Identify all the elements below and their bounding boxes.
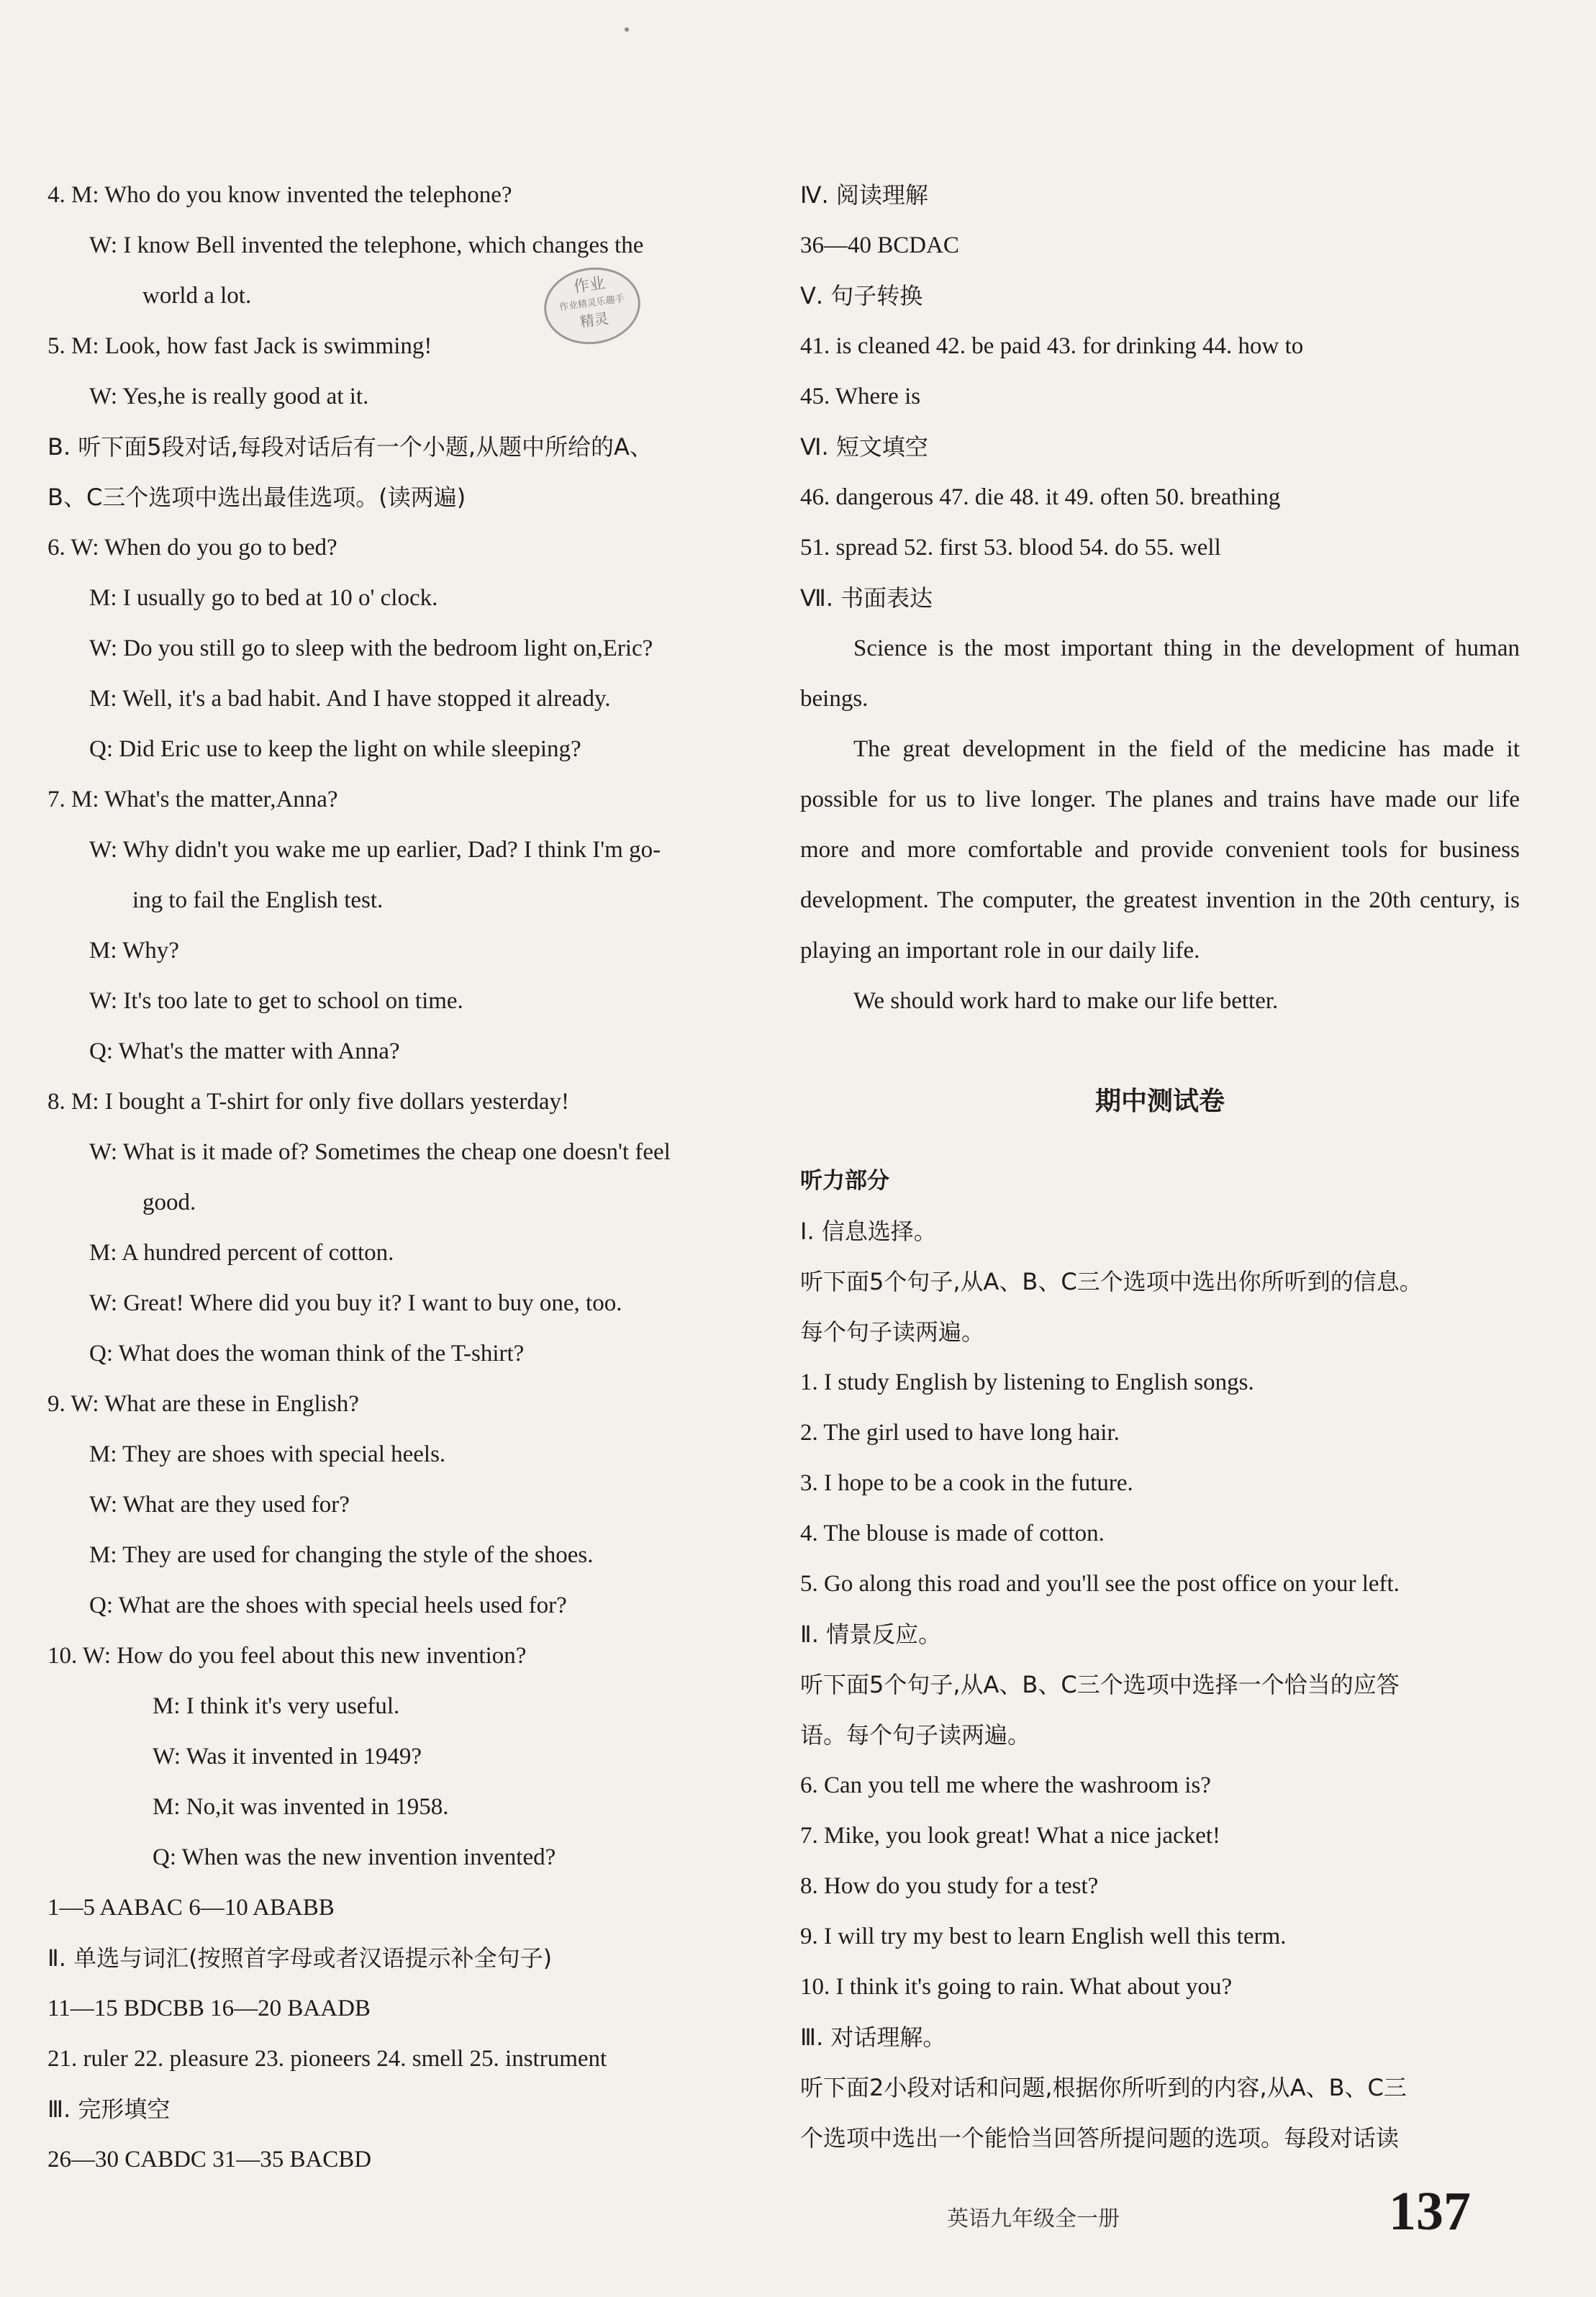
left-line: M: I usually go to bed at 10 o' clock. [89, 585, 438, 611]
speck [625, 27, 629, 32]
listening-line: 个选项中选出一个能恰当回答所提问题的选项。每段对话读 [800, 2124, 1400, 2152]
left-line: 7. M: What's the matter,Anna? [47, 787, 338, 812]
listening-section-title: 听力部分 [800, 1168, 889, 1194]
answer-line: Ⅶ. 书面表达 [800, 584, 933, 612]
left-line: B. 听下面5段对话,每段对话后有一个小题,从题中所给的A、 [47, 433, 653, 461]
answer-line: 41. is cleaned 42. be paid 43. for drinking 44. how to [800, 333, 1304, 359]
left-line: 1—5 AABAC 6—10 ABABB [47, 1895, 335, 1921]
left-line: M: Well, it's a bad habit. And I have stopped it already. [89, 686, 611, 712]
answer-line: 45. Where is [800, 384, 921, 409]
listening-line: 9. I will try my best to learn English well this term. [800, 1924, 1287, 1949]
footer-subject: 英语九年级全一册 [947, 2206, 1120, 2232]
listening-line: 每个句子读两遍。 [800, 1318, 985, 1346]
answer-line: 51. spread 52. first 53. blood 54. do 55. well [800, 535, 1221, 561]
left-line: W: Do you still go to sleep with the bedroom light on,Eric? [89, 635, 653, 661]
left-line: M: They are shoes with special heels. [89, 1441, 446, 1467]
left-line: 11—15 BDCBB 16—20 BAADB [47, 1995, 371, 2021]
listening-line: 听下面2小段对话和问题,根据你所听到的内容,从A、B、C三 [800, 2074, 1407, 2101]
listening-line: Ⅰ. 信息选择。 [800, 1218, 937, 1245]
listening-line: Ⅲ. 对话理解。 [800, 2024, 946, 2051]
left-line: M: No,it was invented in 1958. [153, 1794, 449, 1820]
left-line: 26—30 CABDC 31—35 BACBD [47, 2147, 372, 2173]
left-column [47, 170, 760, 2185]
left-line: 9. W: What are these in English? [47, 1391, 359, 1417]
midterm-title: 期中测试卷 [1094, 1087, 1225, 1116]
listening-line: 听下面5个句子,从A、B、C三个选项中选出你所听到的信息。 [800, 1268, 1423, 1295]
left-line: world a lot. [142, 283, 252, 309]
listening-line: 10. I think it's going to rain. What about you? [800, 1974, 1233, 2000]
left-line: B、C三个选项中选出最佳选项。(读两遍) [47, 484, 466, 511]
listening-line: 5. Go along this road and you'll see the post office on your left. [800, 1571, 1400, 1597]
left-line: Ⅲ. 完形填空 [47, 2096, 171, 2123]
left-line: W: Why didn't you wake me up earlier, Dad? I think I'm go- [89, 837, 661, 863]
left-line: 8. M: I bought a T-shirt for only five dollars yesterday! [47, 1089, 569, 1115]
left-line: good. [142, 1190, 196, 1215]
left-line: M: Why? [89, 938, 179, 964]
left-line: W: I know Bell invented the telephone, which changes the [89, 232, 644, 258]
answer-line: Ⅴ. 句子转换 [800, 282, 923, 309]
listening-line: Ⅱ. 情景反应。 [800, 1621, 942, 1648]
left-line: 5. M: Look, how fast Jack is swimming! [47, 333, 432, 359]
left-line: W: Yes,he is really good at it. [89, 384, 369, 409]
left-line: M: A hundred percent of cotton. [89, 1240, 394, 1266]
answer-line: Ⅳ. 阅读理解 [800, 181, 928, 209]
left-line: W: It's too late to get to school on time. [89, 988, 463, 1014]
left-line: W: Was it invented in 1949? [153, 1744, 422, 1770]
stamp-line-1: 作业 [572, 274, 607, 297]
answer-line: 46. dangerous 47. die 48. it 49. often 50. breathing [800, 484, 1281, 510]
essay-paragraph-3: We should work hard to make our life better. [853, 988, 1279, 1014]
stamp-line-3: 精灵 [579, 309, 610, 331]
left-line: 4. M: Who do you know invented the telephone? [47, 182, 512, 208]
left-line: Ⅱ. 单选与词汇(按照首字母或者汉语提示补全句子) [47, 1944, 553, 1972]
left-line: M: I think it's very useful. [153, 1693, 400, 1719]
left-line: Q: Did Eric use to keep the light on while sleeping? [89, 736, 581, 762]
right-column [800, 170, 1520, 2163]
answer-line: 36—40 BCDAC [800, 232, 959, 258]
listening-line: 1. I study English by listening to English songs. [800, 1369, 1254, 1395]
essay-paragraph-2: The great development in the field of the medicine has made it possible for us to live longer. The planes and trains have made our life more and more comfortable and provide convenient tools for business development. The computer, the greatest invention in the 20th century, is playing an important role in our daily life. [800, 736, 1520, 964]
essay-paragraph-1: Science is the most important thing in the development of human beings. [800, 635, 1520, 712]
answer-key-list [800, 170, 1520, 623]
left-line: Q: What's the matter with Anna? [89, 1038, 400, 1064]
listening-line: 语。每个句子读两遍。 [800, 1721, 1031, 1749]
left-line: 21. ruler 22. pleasure 23. pioneers 24. smell 25. instrument [47, 2046, 607, 2072]
answer-line: Ⅵ. 短文填空 [800, 433, 928, 461]
listening-line: 听下面5个句子,从A、B、C三个选项中选择一个恰当的应答 [800, 1671, 1400, 1698]
left-line: 10. W: How do you feel about this new invention? [47, 1643, 527, 1669]
left-line: Q: What does the woman think of the T-shirt? [89, 1341, 525, 1367]
listening-line: 2. The girl used to have long hair. [800, 1420, 1120, 1446]
left-line: ing to fail the English test. [132, 887, 384, 913]
left-line: W: What is it made of? Sometimes the cheap one doesn't feel [89, 1139, 671, 1165]
listening-line: 7. Mike, you look great! What a nice jacket! [800, 1823, 1221, 1849]
left-line: W: What are they used for? [89, 1492, 350, 1518]
left-line: 6. W: When do you go to bed? [47, 535, 337, 561]
listening-line: 6. Can you tell me where the washroom is? [800, 1772, 1211, 1798]
left-line: Q: What are the shoes with special heels used for? [89, 1593, 567, 1618]
listening-script-list [800, 1206, 1520, 2163]
listening-line: 3. I hope to be a cook in the future. [800, 1470, 1133, 1496]
listening-line: 4. The blouse is made of cotton. [800, 1521, 1105, 1546]
stamp-line-2: 作业精灵乐趣手 [558, 293, 625, 314]
listening-line: 8. How do you study for a test? [800, 1873, 1099, 1899]
left-line: M: They are used for changing the style of the shoes. [89, 1542, 594, 1568]
writing-sample [800, 623, 1520, 1026]
left-line: W: Great! Where did you buy it? I want to buy one, too. [89, 1290, 622, 1316]
left-line: Q: When was the new invention invented? [153, 1844, 556, 1870]
page-number: 137 [1389, 2181, 1471, 2242]
